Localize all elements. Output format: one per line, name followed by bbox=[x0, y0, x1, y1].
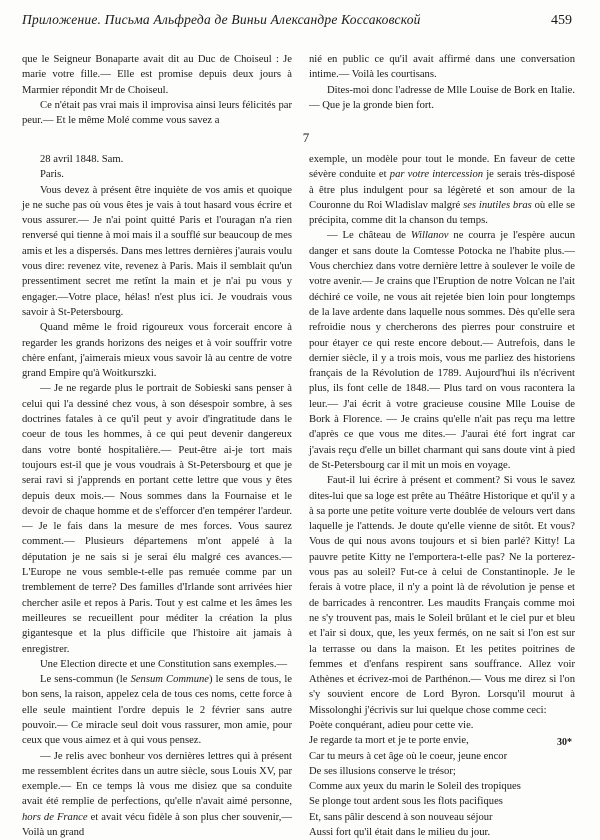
text-run: — Le château de bbox=[327, 230, 411, 242]
verse-line: Comme aux yeux du marin le Soleil des tropiques bbox=[309, 781, 521, 793]
letter-right-column bbox=[309, 152, 575, 840]
verse-line: Et, sans pâlir descend à son nouveau séjour bbox=[309, 811, 493, 823]
paragraph: Quand même le froid rigoureux vous forcerait encore à regarder les grands horizons des neiges et à voir souffrir votre chère enfant, j'aimerais mieux vous savoir là au centre de votre grand Empire qu'à Woitkurszki. bbox=[22, 322, 292, 380]
text-run: exemple, un modèle pour tout le monde. En faveur de cette sévère conduite et bbox=[309, 154, 575, 181]
section-number: 7 bbox=[302, 130, 310, 145]
paragraph bbox=[309, 228, 575, 473]
text-run: où elle se précipita, comme dit la chanson du temps. bbox=[309, 199, 575, 227]
verse-line: Je regarde ta mort et je te porte envie, bbox=[309, 735, 469, 747]
paragraph bbox=[22, 672, 292, 748]
italic-text: Willanov bbox=[410, 230, 449, 242]
paragraph bbox=[309, 152, 575, 228]
page-number: 459 bbox=[551, 13, 572, 28]
verse-line: Car tu meurs à cet âge où le coeur, jeune encor bbox=[309, 750, 508, 762]
top-left-column bbox=[22, 52, 292, 128]
paragraph: Vous devez à présent être inquiète de vos amis et quoique je ne suche pas où vous êtes je vais à tout hasard vous écrire et vous assurer.— Je n'ai point quitté Paris et l'ouragan n'a rien renversé qui tienne à moi mais il a soufflé sur beaucoup de mes amis et les a dispersés. Dans mes lettres dernières j'aurais voulu vous dire: revenez vite, revenez à Paris. Mais il semblait qu'un pressentiment secret me retînt la main et je n'ai pu vous y engager.—Votre place, hélas! n'est plus ici. Je voudrais vous savoir à St-Petersbourg. bbox=[22, 184, 292, 318]
italic-text: ses inutiles bras bbox=[463, 199, 532, 211]
text-run: Le sens-commun (le bbox=[40, 674, 131, 686]
signature-mark: 30* bbox=[557, 737, 572, 748]
italic-text: par votre intercession bbox=[389, 169, 484, 181]
verse-line: Poète conquérant, adieu pour cette vie. bbox=[309, 719, 474, 731]
verse-block bbox=[309, 718, 575, 840]
text-run: et avait vécu fidèle à son plus cher souvenir,— Voilà un grand bbox=[22, 811, 292, 839]
verse-line: De ses illusions conserve le trésor; bbox=[309, 765, 456, 777]
paragraph: que le Seigneur Bonaparte avait dit au Duc de Choiseul : Je marie votre fille.— Elle est promise depuis deux jours à Marmier répondit Mr de Choiseul. bbox=[22, 54, 292, 96]
paragraph: Dites-moi donc l'adresse de Mlle Louise de Bork en Italie.— Que je la gronde bien fort. bbox=[309, 84, 575, 111]
paragraph: Faut-il lui écrire à présent et comment? Si vous le savez dites-lui que sa loge est prête au Théâtre Historique et qu'il y a à sa porte une petite voiture verte doublée de velours vert dans laquelle je l'attends. Je doute qu'elle vienne de sitôt. Et vous? Vous de qui nous avons toujours et si bien parlé? Kitty! La pauvre petite Kitty ne l'emportera-t-elle pas? Ne la porterez-vous pas au soleil? Fut-ce à celui de Constantinople. Je le ferais à votre place, il n'y a point là de révolution je pense et de barricades à rencontrer. Les maudits Français comme moi ne s'y trouvent pas, mais le Soleil brûlant et le ciel pur et bleu et l'air si doux, que, les yeux fermés, on ne sait si l'on est sur la terrasse ou dans la maison. Et les petites poitrines de femmes et d'enfans respirent sans souffrance. Allez voir Athènes et écrivez-moi de Parthénon.— Vous me direz si l'on s'y souvient encore de Lord Byron. Lorsqu'il mourut à Missolonghi j'écrivis sur lui quelque chose comme ceci: bbox=[309, 475, 575, 716]
paragraph: nié en public ce qu'il avait affirmé dans une conversation intime.— Voilà les courtisans. bbox=[309, 54, 575, 81]
letter-place: Paris. bbox=[40, 169, 64, 181]
text-run: ne courra je l'espère aucun danger et sans doute la Comtesse Potocka ne l'habite plus.— Vous cherchiez dans votre dernière lettre à soulever le voile de votre avenir.— Je crains que l'Eruption de notre Volcan ne l'ait déchiré ce voile, ne vous ait rejetée bien loin pour longtemps de la lave ardente dans laquelle nous sommes. Dès qu'elle sera refroidie nous y chercherons des pierres pour construire et pour étayer ce qui reste encore debout.— Autrefois, dans le dernier siècle, il y a trois mois, vous me parliez des historiens français de la Révolution de 1789. Aujourd'hui ils n'écrivent plus, ils font celle de 1848.— Plus tard on vous racontera la leur.— J'ai écrit à votre gracieuse cousine Mlle Louise de Bork à Florence. — Je crains qu'elle n'ait pas reçu ma lettre d'après ce que vous me dites.— J'aurai été fort ingrat car j'avais reçu d'elle un billet charmant qui sans doute vint à pied de St-Petersbourg car il mit un mois en voyage. bbox=[309, 230, 575, 471]
running-head: Приложение. Письма Альфреда де Виньи Александре Коссаковской bbox=[22, 12, 421, 27]
letter-date: 28 avril 1848. Sam. bbox=[40, 154, 124, 165]
paragraph: Une Election directe et une Constitution sans exemples.— bbox=[40, 658, 288, 670]
italic-text: Sensum Commune bbox=[130, 674, 210, 686]
text-run: — Je relis avec bonheur vos dernières lettres qui à présent me ressemblent écrites dans un autre siècle, sous Louis XV, par exemple.— En ce temps là vous me disiez que sa conduite avait été remplie de perfections, qu'elle n'avait aimé personne, bbox=[22, 750, 292, 808]
top-right-column bbox=[309, 52, 575, 113]
page-header bbox=[22, 12, 572, 34]
text-run: je serais très-disposé à être plus indulgent pour sa légèreté et son amour de la Couronne du Roi Wladislav malgré bbox=[309, 169, 575, 211]
paragraph: — Je ne regarde plus le portrait de Sobieski sans penser à celui qui l'a dessiné chez vous, à son désespoir sombre, à ses doctrines fatales à ce qu'il peut y avoir d'ingratitude dans le coeur de tous les hommes, à ce qui peut devenir dangereux dans votre bonté hospitalière.— Peut-être ai-je tort mais toujours est-il que je vous voudrais à St-Petersbourg et que je serai ravi si j'apprends en portant cette lettre que vous y êtes depuis deux mois.— Nous sommes dans la Fournaise et le devoir de chaque homme et de s'efforcer d'en tempérer l'ardeur.— Je le fais dans la mesure de mes forces. Vous saurez comment.— Plusieurs départemens m'ont appelé à la députation je ne sais si je serai élu malgré ces avances.— L'Europe ne vous semble-t-elle pas remuée comme par un tremblement de terre? Des familles d'Irlande sont arrivées hier chercher asile et repos à Paris. Tout y est calme et les âmes les meilleures se recueillent pour méditer la création la plus gigantesque et la plus difficile que l'histoire ait jamais à enregistrer. bbox=[22, 383, 292, 655]
paragraph bbox=[22, 749, 292, 840]
verse-line: Se plonge tout ardent sous les flots pacifiques bbox=[309, 796, 503, 808]
letter-left-column bbox=[22, 152, 292, 840]
text-run: ) le sens de tous, le bon sens, la raison, appelez cela de tous ces noms, cette force à elle seule maintient l'ordre depuis le 2 février sans autre pouvoir.— Ce miracle seul doit vous rassurer, mon amie, pour ceux que vous aimez et à qui vous pensez. bbox=[22, 674, 292, 747]
paragraph: Ce n'était pas vrai mais il improvisa ainsi leurs félicités par peur.— Et le même Molé comme vous savez a bbox=[22, 99, 292, 127]
italic-text: hors de France bbox=[22, 811, 88, 823]
verse-line: Aussi fort qu'il était dans le milieu du jour. bbox=[309, 827, 491, 839]
